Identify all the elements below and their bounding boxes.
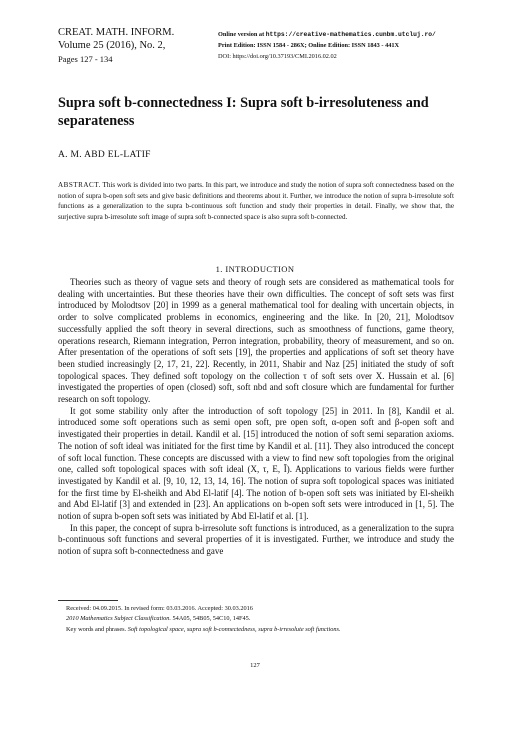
keywords-label: Key words and phrases. [66, 625, 127, 633]
author-name: A. M. ABD EL-LATIF [58, 150, 151, 160]
section-heading: 1. INTRODUCTION [215, 264, 295, 274]
paragraph: Theories such as theory of vague sets and theory of rough sets are considered as mathematical tools for dealing with uncertainties. But these theories have their own difficulties. The concept of soft sets was first introduced by Molodtsov [20] in 1999 as a general mathematical tool for dealing with uncertain objects, in order to solve complicated problems in economics, engineering and the like. In [20, 21], Molodtsov successfully applied the soft theory in several directions, such as smoothness of functions, game theory, operations research, Riemann integration, Perron integration, probability, theory of measurement, and so on. After presentation of the operations of soft sets [19], the properties and applications of soft set theory have been studied increasingly [2, 17, 21, 22]. Recently, in 2011, Shabir and Naz [25] initiated the study of soft topological spaces. They defined soft topology on the collection τ of soft sets over X. Hussain et al. [6] investigated the properties of open (closed) soft, soft nbd and soft closure which are fundamental for further research on soft topology. [58, 277, 454, 405]
keywords-line [66, 625, 456, 635]
abstract [58, 180, 454, 222]
paragraph: It got some stability only after the introduction of soft topology [25] in 2011. In [8], Kandil et al. introduced some soft operations such as semi open soft, pre open soft, α-open soft and β-open soft and investigated their properties in detail. Kandil et al. [15] introduced the notion of soft semi separation axioms. The notion of soft ideal was initiated for the first time by Kandil et al. [11]. They also introduced the concept of soft local function. These concepts are discussed with a view to find new soft topologies from the original one, called soft topological spaces with soft ideal (X, τ, E, Ĩ). Applications to various fields were further investigated by Kandil et al. [9, 10, 12, 13, 14, 16]. The notion of supra soft topological spaces was initiated for the first time by El-sheikh and Abd El-latif [4]. The notion of b-open soft sets was initiated by El-sheikh and Abd El-latif [3] and extended in [23]. An applications on b-open soft sets were introduced in [1, 5]. The notion of supra b-open soft sets was initiated by Abd El-latif et al. [1]. [58, 405, 454, 522]
keywords-text: Soft topological space, supra soft b-connectedness, supra b-irresolute soft functions. [127, 625, 341, 633]
volume-info: Volume 25 (2016), No. 2, [58, 40, 166, 51]
received-dates: Received: 04.09.2015. In revised form: 03.03.2016. Accepted: 30.03.2016 [66, 605, 253, 612]
msc-line [66, 614, 456, 624]
online-version [218, 29, 503, 40]
online-url-link[interactable]: https://creative-mathematics.cunbm.utcluj.ro/ [265, 31, 436, 38]
page-number: 127 [250, 662, 260, 669]
online-prefix: Online version at [218, 31, 266, 38]
issn-line: Print Edition: ISSN 1584 - 286X; Online Edition: ISSN 1843 - 441X [218, 42, 400, 49]
publication-info [218, 29, 503, 62]
doi-line: DOI: https://doi.org/10.37193/CMI.2016.02.02 [218, 53, 337, 60]
msc-label: 2010 Mathematics Subject Classification. [66, 615, 171, 623]
footnotes [66, 604, 456, 635]
paper-title: Supra soft b-connectedness I: Supra soft b-irresoluteness and separateness [58, 95, 429, 129]
msc-codes: 54A05, 54B05, 54C10, 14F45. [172, 615, 251, 623]
body-text [58, 277, 454, 558]
paragraph: In this paper, the concept of supra b-irresolute soft functions is introduced, as a generalization to the supra b-continuous soft functions and several properties of it is investigated. Further, we introduce and study the notion of supra soft b-connectedness and gave [58, 522, 454, 557]
journal-info [58, 26, 218, 66]
footnote-rule [58, 600, 118, 601]
page-range: Pages 127 - 134 [58, 54, 113, 64]
abstract-text: This work is divided into two parts. In this part, we introduce and study the notion of supra soft connectedness based on the notion of supra b-open soft sets and give basic definitions and theorems about it. Further, we introduce the notion of supra b-irresolute soft functions as a generalization to the supra b-continuous soft function and study their properties in detail. Finally, we show that, the surjective supra b-irresolute soft image of supra soft b-connected space is also supra soft b-connected. [58, 181, 454, 221]
journal-name: CREAT. MATH. INFORM. [58, 27, 175, 38]
abstract-label: ABSTRACT. [58, 181, 101, 189]
